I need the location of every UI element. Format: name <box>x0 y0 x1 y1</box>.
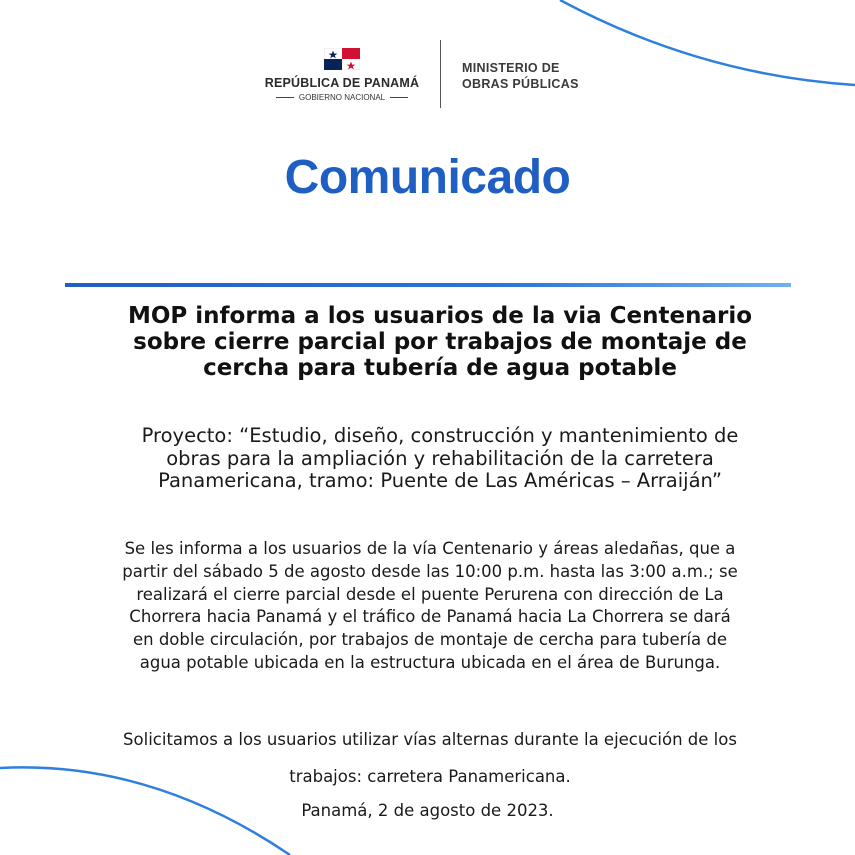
header-logos <box>0 40 855 120</box>
announcement-date: Panamá, 2 de agosto de 2023. <box>301 801 554 820</box>
ministry-logo <box>462 60 579 92</box>
request-paragraph <box>55 721 805 795</box>
body-line: Se les informa a los usuarios de la vía Centenario y áreas aledañas, que a <box>124 539 736 558</box>
ministry-line-1: MINISTERIO DE <box>462 61 560 75</box>
left-dash <box>276 97 294 98</box>
republic-logo <box>262 48 422 102</box>
announcement-title <box>60 303 820 381</box>
body-line: partir del sábado 5 de agosto desde las 10:00 p.m. hasta las 3:00 a.m.; se <box>122 561 738 581</box>
announcement-body <box>60 538 800 675</box>
title-line: MOP informa a los usuarios de la via Centenario <box>127 303 753 329</box>
logo-divider <box>440 40 441 108</box>
body-line: realizará el cierre parcial desde el puente Perurena con dirección de La <box>136 584 724 604</box>
project-line: Panamericana, tramo: Puente de Las Américas – Arraiján” <box>158 469 722 492</box>
request-line: Solicitamos a los usuarios utilizar vías alternas durante la ejecución de los <box>123 730 737 749</box>
government-subtitle <box>262 93 422 102</box>
body-line: en doble circulación, por trabajos de montaje de cercha para tubería de <box>132 630 728 650</box>
panama-flag-icon <box>324 48 360 70</box>
government-label: GOBIERNO NACIONAL <box>298 93 386 102</box>
page-title: Comunicado <box>284 151 571 204</box>
project-description <box>60 425 820 493</box>
request-line: trabajos: carretera Panamericana. <box>289 767 571 786</box>
title-line: cercha para tubería de agua potable <box>203 355 677 381</box>
title-line: sobre cierre parcial por trabajos de montaje de <box>133 329 747 355</box>
right-dash <box>390 97 408 98</box>
ministry-line-2: OBRAS PÚBLICAS <box>462 77 579 91</box>
republic-title: REPÚBLICA DE PANAMÁ <box>264 76 420 90</box>
body-line: agua potable ubicada en la estructura ubicada en el área de Burunga. <box>139 652 721 672</box>
project-line: Proyecto: “Estudio, diseño, construcción y mantenimiento de <box>141 424 739 447</box>
heading-rule <box>65 283 791 287</box>
project-line: obras para la ampliación y rehabilitación de la carretera <box>166 446 714 470</box>
body-line: Chorrera hacia Panamá y el tráfico de Panamá hacia La Chorrera se dará <box>129 607 731 627</box>
